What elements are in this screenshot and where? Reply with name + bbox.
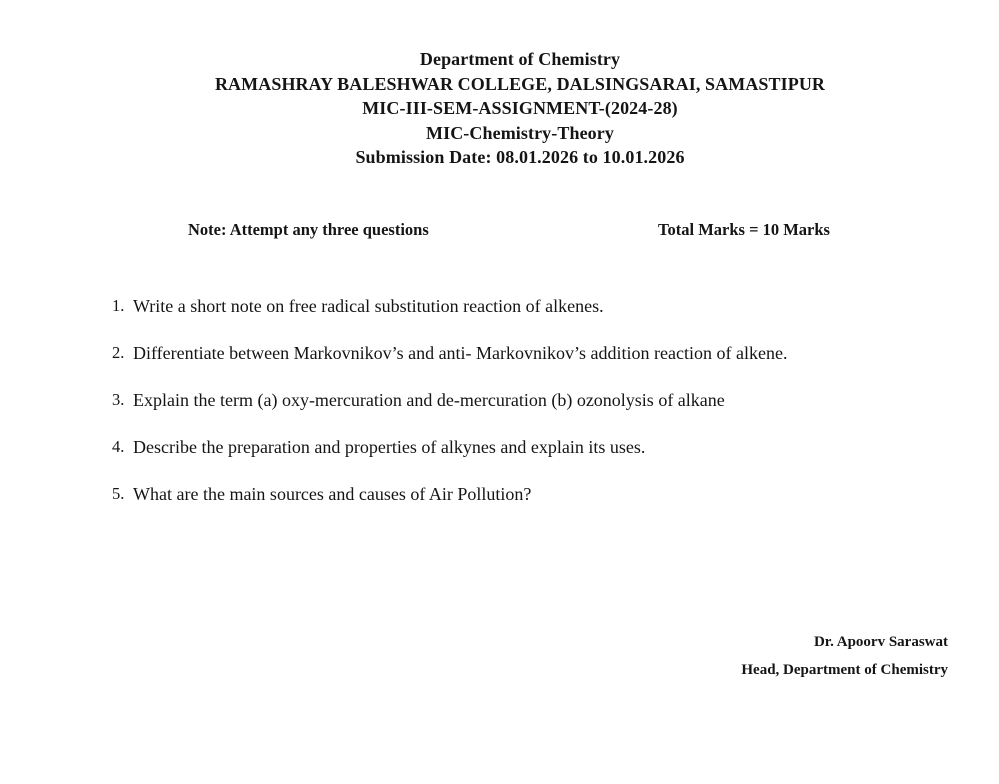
signatory-name: Dr. Apoorv Saraswat bbox=[813, 634, 948, 650]
question-number: 4. bbox=[112, 437, 125, 456]
question-text: What are the main sources and causes of Air Pollution? bbox=[133, 484, 532, 504]
question-item-5 bbox=[112, 484, 942, 504]
questions-list bbox=[112, 296, 942, 531]
header-college-line: RAMASHRAY BALESHWAR COLLEGE, DALSINGSARAI, SAMASTIPUR bbox=[214, 73, 826, 94]
question-text: Explain the term (a) oxy-mercuration and de-mercuration (b) ozonolysis of alkane bbox=[133, 390, 725, 410]
note-attempt-instruction: Note: Attempt any three questions bbox=[188, 220, 429, 239]
question-item-4 bbox=[112, 437, 942, 457]
question-item-3 bbox=[112, 390, 942, 410]
question-number: 5. bbox=[112, 484, 125, 503]
document-header bbox=[60, 47, 980, 170]
question-number: 3. bbox=[112, 390, 125, 409]
note-marks-row bbox=[0, 220, 999, 242]
header-submission-date-line: Submission Date: 08.01.2026 to 10.01.2026 bbox=[355, 147, 685, 167]
header-department-line: Department of Chemistry bbox=[419, 49, 621, 69]
signature-block bbox=[741, 629, 948, 684]
question-number: 1. bbox=[112, 296, 125, 315]
header-subject-line: MIC-Chemistry-Theory bbox=[426, 122, 614, 143]
total-marks-label: Total Marks = 10 Marks bbox=[658, 220, 830, 239]
question-item-1 bbox=[112, 296, 942, 316]
question-text: Differentiate between Markovnikov’s and anti- Markovnikov’s addition reaction of alkene. bbox=[133, 343, 788, 363]
question-text: Describe the preparation and properties of alkynes and explain its uses. bbox=[133, 437, 646, 457]
header-assignment-line: MIC-III-SEM-ASSIGNMENT-(2024-28) bbox=[362, 98, 678, 118]
signatory-title: Head, Department of Chemistry bbox=[741, 661, 948, 678]
question-text: Write a short note on free radical substitution reaction of alkenes. bbox=[133, 296, 604, 316]
question-number: 2. bbox=[112, 343, 125, 362]
question-item-2 bbox=[112, 343, 942, 363]
